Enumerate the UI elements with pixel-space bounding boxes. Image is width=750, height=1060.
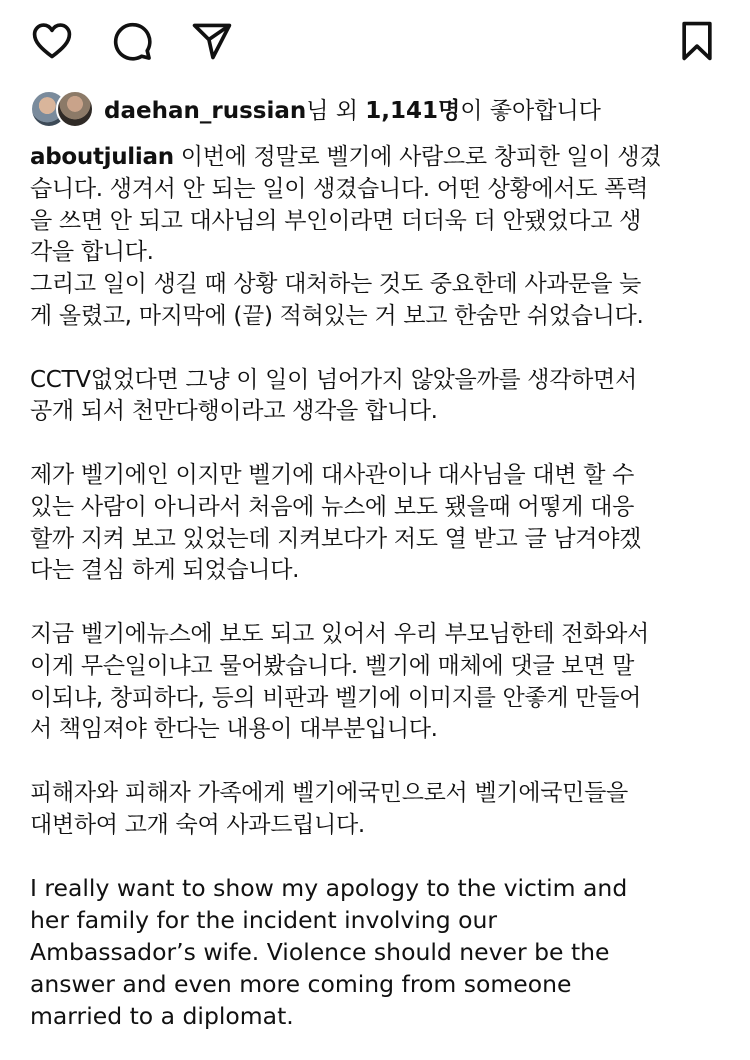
comment-icon[interactable] bbox=[107, 16, 157, 66]
paragraph-gap bbox=[30, 842, 720, 874]
caption-line: 을 쓰면 안 되고 대사님의 부인이라면 더더욱 더 안됐었다고 생 bbox=[30, 207, 642, 234]
paragraph-gap bbox=[30, 746, 720, 778]
caption-line: 할까 지켜 보고 있었는데 지켜보다가 저도 열 받고 글 남겨야겠 bbox=[30, 525, 642, 552]
caption-line: 피해자와 피해자 가족에게 벨기에국민으로서 벨기에국민들을 bbox=[30, 779, 628, 806]
caption-line: her family for the incident involving our bbox=[30, 906, 498, 935]
post-action-bar bbox=[0, 0, 750, 80]
avatar bbox=[56, 90, 94, 128]
liker-avatars[interactable] bbox=[30, 88, 94, 128]
likes-text bbox=[104, 92, 601, 125]
caption-line: 서 책임져야 한다는 내용이 대부분입니다. bbox=[30, 716, 438, 743]
caption-line: 다는 결심 하게 되었습니다. bbox=[30, 557, 300, 584]
caption-line: 게 올렸고, 마지막에 (끝) 적혀있는 거 보고 한숨만 쉬었습니다. bbox=[30, 302, 644, 329]
caption-line: 대변하여 고개 숙여 사과드립니다. bbox=[30, 811, 365, 838]
caption-line: married to a diplomat. bbox=[30, 1001, 294, 1030]
caption-line: CCTV없었다면 그냥 이 일이 넘어가지 않았을까를 생각하면서 bbox=[30, 366, 637, 393]
caption-line: 있는 사람이 아니라서 처음에 뉴스에 보도 됐을때 어떻게 대응 bbox=[30, 493, 635, 520]
paragraph-gap bbox=[30, 428, 720, 460]
send-icon[interactable] bbox=[187, 16, 237, 66]
likes-count[interactable]: 1,141명 bbox=[365, 97, 461, 124]
caption-line: aboutjulian 이번에 정말로 벨기에 사람으로 창피한 일이 생겼 bbox=[30, 144, 662, 170]
caption-line: Ambassador’s wife. Violence should never be the bbox=[30, 937, 610, 966]
caption-line: 그리고 일이 생길 때 상황 대처하는 것도 중요한데 사과문을 늦 bbox=[30, 271, 642, 298]
post-caption bbox=[30, 142, 720, 1032]
caption-line: 제가 벨기에인 이지만 벨기에 대사관이나 대사님을 대변 할 수 bbox=[30, 461, 635, 488]
liker-username[interactable]: daehan_russian bbox=[104, 97, 307, 124]
caption-line: 이되냐, 창피하다, 등의 비판과 벨기에 이미지를 안좋게 만들어 bbox=[30, 684, 642, 711]
caption-line: 이게 무슨일이냐고 물어봤습니다. 벨기에 매체에 댓글 보면 말 bbox=[30, 652, 635, 679]
caption-line: 지금 벨기에뉴스에 보도 되고 있어서 우리 부모님한테 전화와서 bbox=[30, 620, 649, 647]
paragraph-gap bbox=[30, 587, 720, 619]
bookmark-icon[interactable] bbox=[672, 16, 722, 66]
caption-line: 공개 되서 천만다행이라고 생각을 합니다. bbox=[30, 398, 438, 425]
caption-line: I really want to show my apology to the victim and bbox=[30, 874, 628, 903]
caption-line: 각을 합니다. bbox=[30, 239, 154, 266]
likes-suffix-text: 이 좋아합니다 bbox=[460, 97, 601, 124]
heart-icon[interactable] bbox=[27, 16, 77, 66]
caption-line: 습니다. 생겨서 안 되는 일이 생겼습니다. 어떤 상황에서도 폭력 bbox=[30, 175, 649, 202]
paragraph-gap bbox=[30, 333, 720, 365]
likes-middle-text: 님 외 bbox=[306, 97, 366, 124]
caption-author[interactable]: aboutjulian bbox=[30, 144, 174, 170]
caption-line: answer and even more coming from someone bbox=[30, 969, 572, 998]
likes-summary[interactable] bbox=[30, 88, 730, 128]
